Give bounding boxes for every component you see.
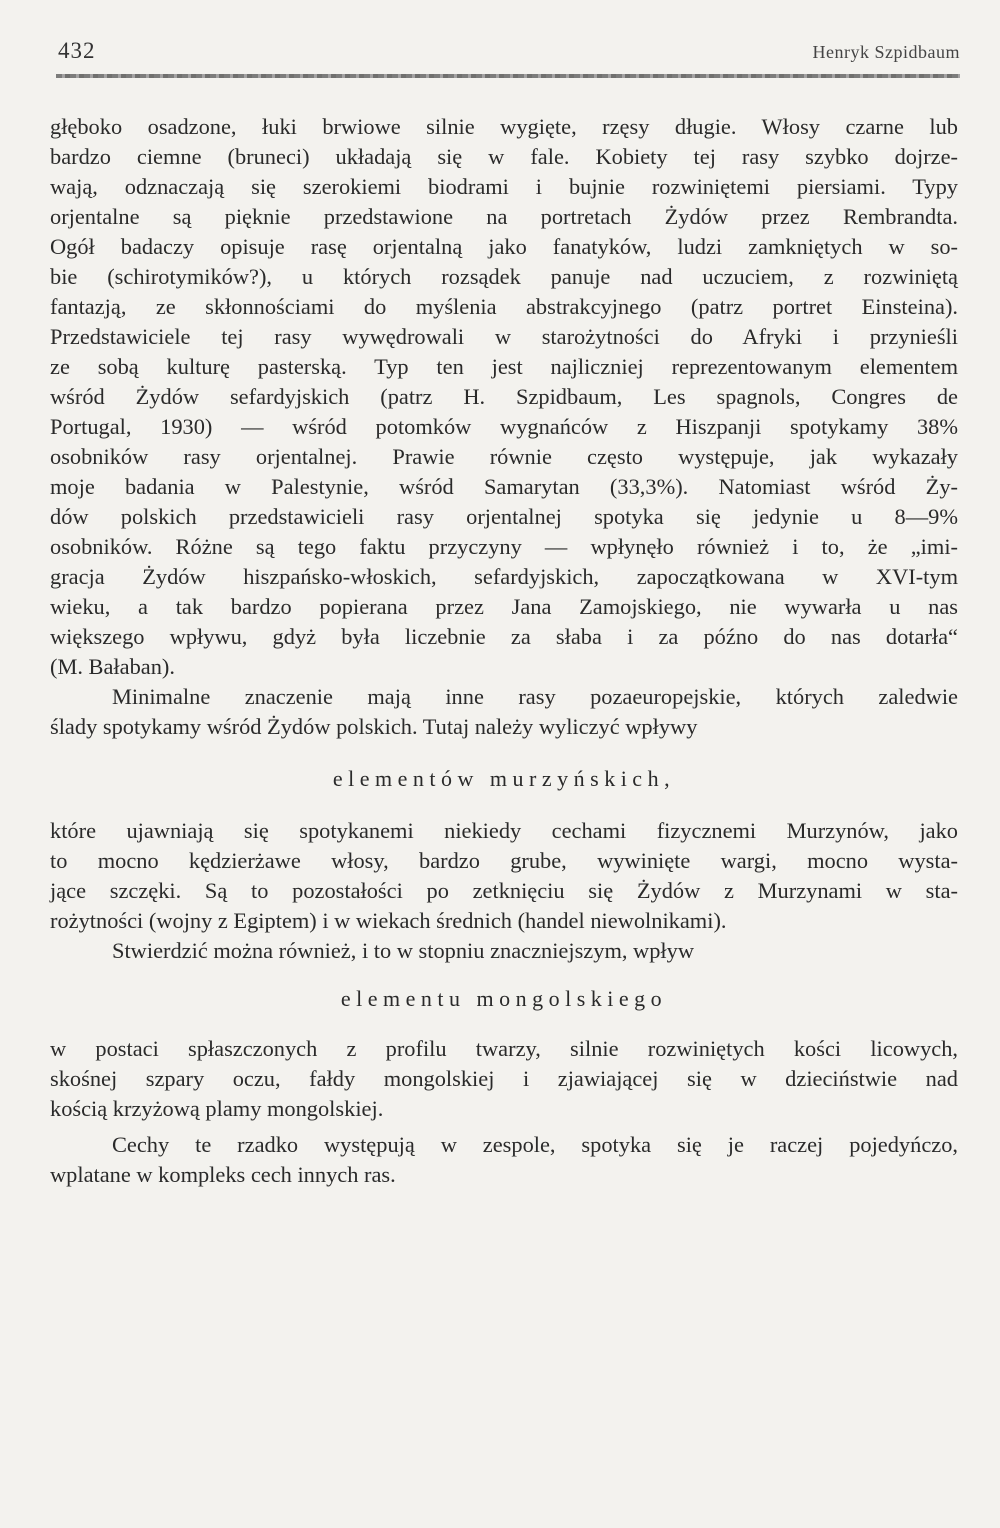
text-line: Cechy te rzadko występują w zespole, spotyka się je raczej pojedyńczo, — [112, 1132, 958, 1157]
paragraph-3 — [50, 816, 958, 936]
text-line: które ujawniają się spotykanemi niekiedy cechami fizycznemi Murzynów, jako — [50, 818, 958, 843]
text-line: gracja Żydów hiszpańsko-włoskich, sefardyjskich, zapoczątkowana w XVI-tym — [50, 564, 958, 589]
text-line: kością krzyżową plamy mongolskiej. — [50, 1096, 384, 1121]
text-line: Stwierdzić można również, i to w stopniu znaczniejszym, wpływ — [112, 938, 695, 963]
text-line: dów polskich przedstawicieli rasy orjentalnej spotyka się jedynie u 8—9% — [50, 504, 958, 529]
text-line: wśród Żydów sefardyjskich (patrz H. Szpidbaum, Les spagnols, Congres de — [50, 384, 958, 409]
text-line: rożytności (wojny z Egiptem) i w wiekach średnich (handel niewolnikami). — [50, 908, 727, 933]
paragraph-5 — [50, 1034, 958, 1124]
text-line: większego wpływu, gdyż była liczebnie za słaba i za późno do nas dotarła“ — [50, 624, 958, 649]
text-line: wieku, a tak bardzo popierana przez Jana Zamojskiego, nie wywarła u nas — [50, 594, 958, 619]
paragraph-2 — [50, 682, 958, 742]
text-line: (M. Bałaban). — [50, 654, 175, 679]
running-head: Henryk Szpidbaum — [812, 42, 960, 62]
text-line: ślady spotykamy wśród Żydów polskich. Tutaj należy wyliczyć wpływy — [50, 714, 698, 739]
text-line: jące szczęki. Są to pozostałości po zetknięciu się Żydów z Murzynami w sta- — [50, 878, 958, 903]
text-line: ze sobą kulturę pasterską. Typ ten jest najliczniej reprezentowanym elementem — [50, 354, 958, 379]
header-rule — [56, 74, 960, 78]
text-line: Ogół badaczy opisuje rasę orjentalną jako fanatyków, ludzi zamkniętych w so- — [50, 234, 958, 259]
text-line: Portugal, 1930) — wśród potomków wygnańców z Hiszpanji spotykamy 38% — [50, 414, 958, 439]
text-line: głęboko osadzone, łuki brwiowe silnie wygięte, rzęsy długie. Włosy czarne lub — [50, 114, 958, 139]
text-line: wplatane w kompleks cech innych ras. — [50, 1162, 396, 1187]
section-heading-mongol: elementu mongolskiego — [340, 986, 668, 1011]
text-line: wają, odznaczają się szerokiemi biodrami i bujnie rozwiniętemi piersiami. Typy — [50, 174, 958, 199]
page-body — [50, 112, 958, 1190]
text-line: bardzo ciemne (bruneci) układają się w fale. Kobiety tej rasy szybko dojrze- — [50, 144, 958, 169]
section-heading-african: elementów murzyńskich, — [332, 766, 676, 791]
text-line: osobników. Różne są tego faktu przyczyny — wpłynęło również i to, że „imi- — [50, 534, 958, 559]
page-number: 432 — [58, 38, 96, 63]
text-line: skośnej szpary oczu, fałdy mongolskiej i zjawiającej się w dzieciństwie nad — [50, 1066, 958, 1091]
paragraph-4 — [50, 936, 958, 966]
text-line: fantazją, ze skłonnościami do myślenia abstrakcyjnego (patrz portret Einsteina). — [50, 294, 958, 319]
text-line: Minimalne znaczenie mają inne rasy pozaeuropejskie, których zaledwie — [112, 684, 958, 709]
paragraph-1 — [50, 112, 958, 682]
paragraph-6 — [50, 1130, 958, 1190]
text-line: w postaci spłaszczonych z profilu twarzy, silnie rozwiniętych kości licowych, — [50, 1036, 958, 1061]
text-line: bie (schirotymików?), u których rozsądek panuje nad uczuciem, z rozwiniętą — [50, 264, 958, 289]
text-line: Przedstawiciele tej rasy wywędrowali w starożytności do Afryki i przynieśli — [50, 324, 958, 349]
text-line: osobników rasy orjentalnej. Prawie równie często występuje, jak wykazały — [50, 444, 958, 469]
text-line: orjentalne są pięknie przedstawione na portretach Żydów przez Rembrandta. — [50, 204, 958, 229]
text-line: moje badania w Palestynie, wśród Samarytan (33,3%). Natomiast wśród Ży- — [50, 474, 958, 499]
text-line: to mocno kędzierżawe włosy, bardzo grube, wywinięte wargi, mocno wysta- — [50, 848, 958, 873]
